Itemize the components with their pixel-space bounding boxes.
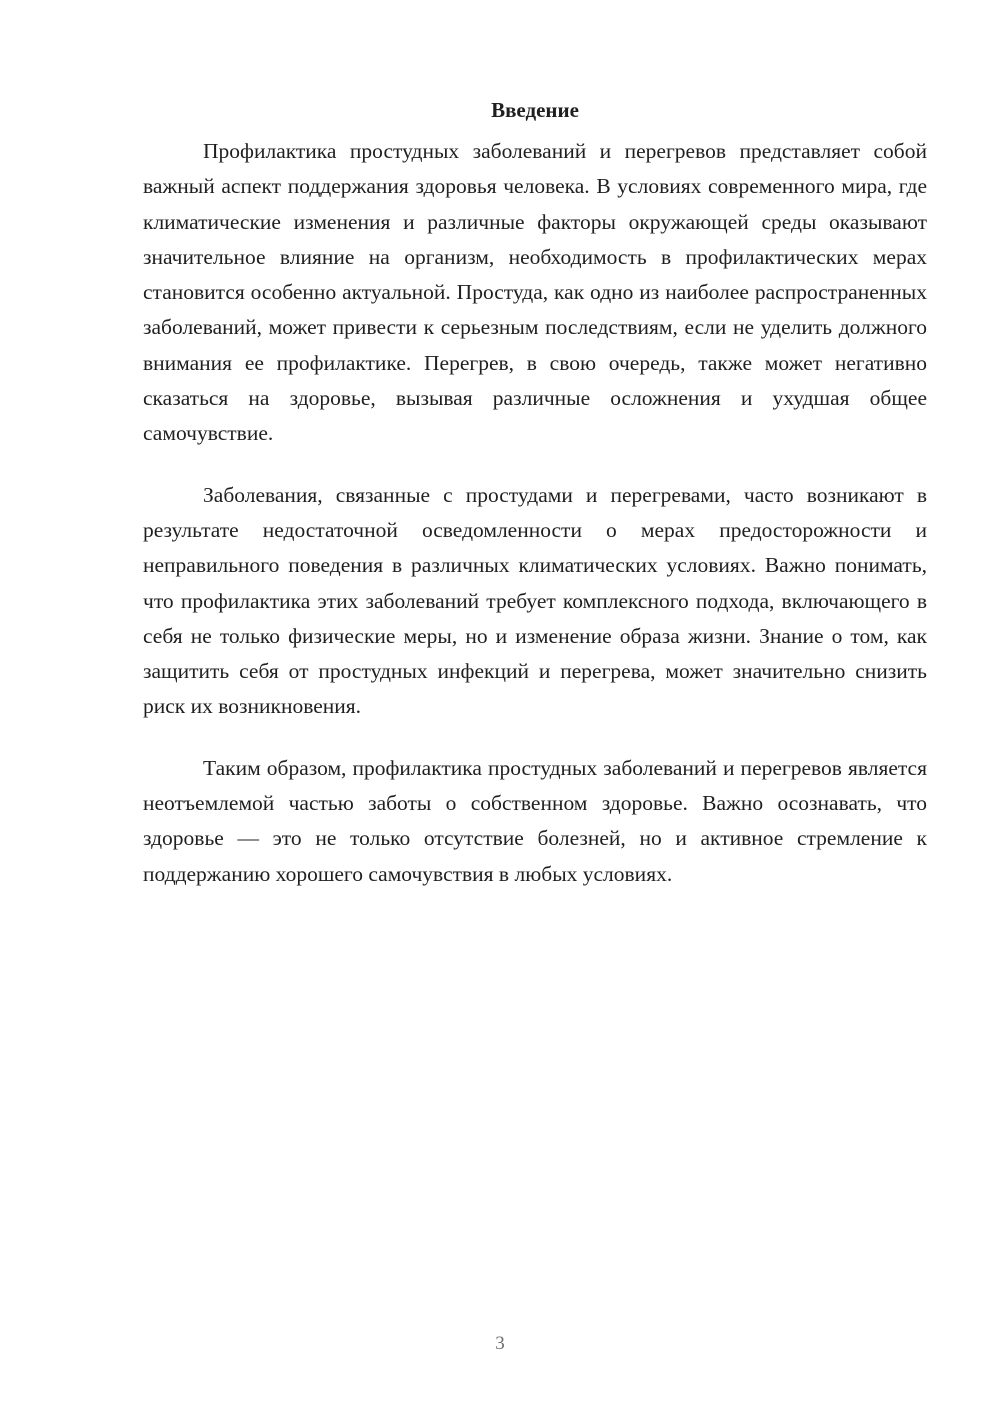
paragraph-3: Таким образом, профилактика простудных заболеваний и перегревов является неотъемлемой частью заботы о собственном здоровье. Важно осознавать, что здоровье — это не только отсутствие болезней, но и активное стремление к поддержанию хорошего самочувствия в любых условиях.: [143, 755, 927, 886]
paragraph-2: Заболевания, связанные с простудами и перегревами, часто возникают в результате недостаточной осведомленности о мерах предосторожности и неправильного поведения в различных климатических условиях. Важно понимать, что профилактика этих заболеваний требует комплексного подхода, включающего в себя не только физические меры, но и изменение образа жизни. Знание о том, как защитить себя от простудных инфекций и перегрева, может значительно снизить риск их возникновения.: [143, 482, 927, 719]
page-content: [143, 92, 927, 918]
section-heading: Введение: [491, 98, 579, 122]
paragraph-1: Профилактика простудных заболеваний и перегревов представляет собой важный аспект поддержания здоровья человека. В условиях современного мира, где климатические изменения и различные факторы окружающей среды оказывают значительное влияние на организм, необходимость в профилактических мерах становится особенно актуальной. Простуда, как одно из наиболее распространенных заболеваний, может привести к серьезным последствиям, если не уделить должного внимания ее профилактике. Перегрев, в свою очередь, также может негативно сказаться на здоровье, вызывая различные осложнения и ухудшая общее самочувствие.: [143, 139, 927, 446]
page-number: 3: [495, 1333, 505, 1354]
